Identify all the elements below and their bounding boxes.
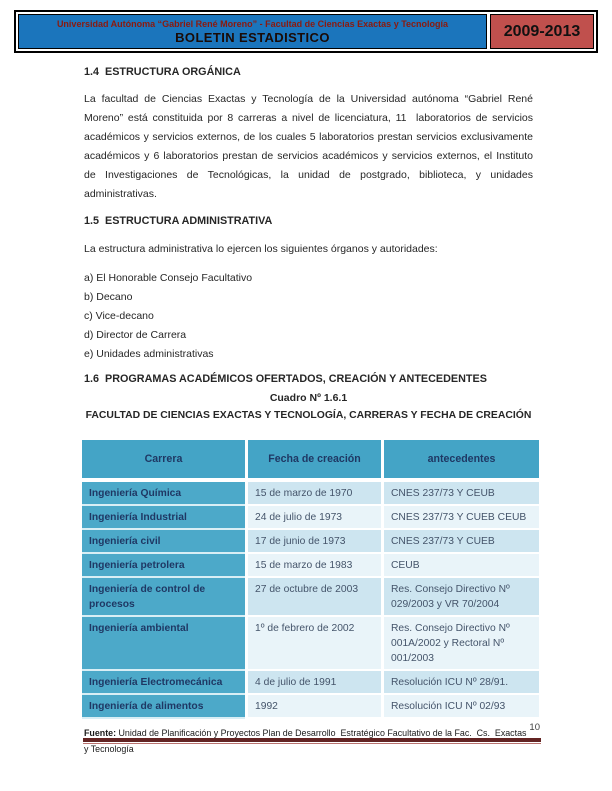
column-header-antecedentes: antecedentes	[381, 440, 539, 482]
fecha-cell: 15 de marzo de 1983	[245, 554, 381, 578]
table-row	[82, 530, 539, 554]
column-header-fecha: Fecha de creación	[245, 440, 381, 482]
header-banner	[14, 10, 598, 53]
antecedentes-cell: Resolución ICU Nº 02/93	[381, 695, 539, 719]
page-number: 10	[529, 722, 540, 733]
table-header-row	[82, 440, 539, 482]
fecha-cell: 17 de junio de 1973	[245, 530, 381, 554]
section-heading-1-5: 1.5 ESTRUCTURA ADMINISTRATIVA	[84, 215, 273, 227]
section-heading-1-4: 1.4 ESTRUCTURA ORGÁNICA	[84, 66, 241, 78]
table-row	[82, 671, 539, 695]
table-row	[82, 554, 539, 578]
antecedentes-cell: CNES 237/73 Y CUEB	[381, 530, 539, 554]
table-title: FACULTAD DE CIENCIAS EXACTAS Y TECNOLOGÍA, CARRERAS Y FECHA DE CREACIÓN	[85, 410, 532, 421]
careers-table	[82, 440, 539, 719]
period-badge: 2009-2013	[490, 14, 594, 49]
carrera-cell: Ingeniería ambiental	[82, 617, 245, 671]
table-row	[82, 482, 539, 506]
footer-rule-thick-line	[83, 738, 541, 742]
fecha-cell: 15 de marzo de 1970	[245, 482, 381, 506]
institution-name: Universidad Autónoma “Gabriel René Moreno” - Facultad de Ciencias Exactas y Tecnología	[56, 19, 449, 29]
antecedentes-cell: CNES 237/73 Y CEUB	[381, 482, 539, 506]
fecha-cell: 1º de febrero de 2002	[245, 617, 381, 671]
column-header-carrera: Carrera	[82, 440, 245, 482]
list-item: d) Director de Carrera	[84, 329, 187, 341]
list-item: e) Unidades administrativas	[84, 348, 214, 360]
footer-rule	[83, 738, 541, 744]
table-row	[82, 617, 539, 671]
fecha-cell: 27 de octubre de 2003	[245, 578, 381, 617]
table-row	[82, 506, 539, 530]
bulletin-title: BOLETIN ESTADISTICO	[175, 30, 330, 45]
carrera-cell: Ingeniería de control de procesos	[82, 578, 245, 617]
section-1-5-intro: La estructura administrativa lo ejercen los siguientes órganos y autoridades:	[84, 243, 438, 255]
table-row	[82, 578, 539, 617]
cuadro-number: Cuadro Nº 1.6.1	[269, 392, 348, 404]
list-item: b) Decano	[84, 291, 133, 303]
fecha-cell: 24 de julio de 1973	[245, 506, 381, 530]
carrera-cell: Ingeniería Electromecánica	[82, 671, 245, 695]
authority-list	[84, 269, 533, 364]
carrera-cell: Ingeniería petrolera	[82, 554, 245, 578]
source-label: Fuente:	[84, 728, 117, 738]
antecedentes-cell: Res. Consejo Directivo Nº 001A/2002 y Rectoral Nº 001/2003	[381, 617, 539, 671]
section-heading-1-6: 1.6 PROGRAMAS ACADÉMICOS OFERTADOS, CREACIÓN Y ANTECEDENTES	[84, 373, 487, 385]
antecedentes-cell: Res. Consejo Directivo Nº 029/2003 y VR 70/2004	[381, 578, 539, 617]
banner-main-box	[18, 14, 487, 49]
fecha-cell: 4 de julio de 1991	[245, 671, 381, 695]
antecedentes-cell: CEUB	[381, 554, 539, 578]
carrera-cell: Ingeniería de alimentos	[82, 695, 245, 719]
page-content	[84, 66, 533, 757]
carrera-cell: Ingeniería civil	[82, 530, 245, 554]
list-item: a) El Honorable Consejo Facultativo	[84, 272, 253, 284]
list-item: c) Vice-decano	[84, 310, 154, 322]
antecedentes-cell: CNES 237/73 Y CUEB CEUB	[381, 506, 539, 530]
carrera-cell: Ingeniería Industrial	[82, 506, 245, 530]
carrera-cell: Ingeniería Química	[82, 482, 245, 506]
table-row	[82, 695, 539, 719]
footer-rule-thin-line	[83, 743, 541, 744]
section-1-4-paragraph: La facultad de Ciencias Exactas y Tecnología de la Universidad autónoma “Gabriel René Moreno” está constituida por 8 carreras a nivel de licenciatura, 11 laboratorios de servicios académicos y servicios externos, de los cuales 5 laboratorios prestan servicios exclusivamente académicos y 6 laboratorios prestan de servicios académicos y servicios externos, el Instituto de Investigaciones de Tecnológicas, la unidad de postgrado, biblioteca, y unidades administrativas.	[84, 93, 533, 200]
source-text: Unidad de Planificación y Proyectos Plan de Desarrollo Estratégico Facultativo de la Fac. Cs. Exactas y Tecnología	[84, 728, 527, 754]
fecha-cell: 1992	[245, 695, 381, 719]
antecedentes-cell: Resolución ICU Nº 28/91.	[381, 671, 539, 695]
